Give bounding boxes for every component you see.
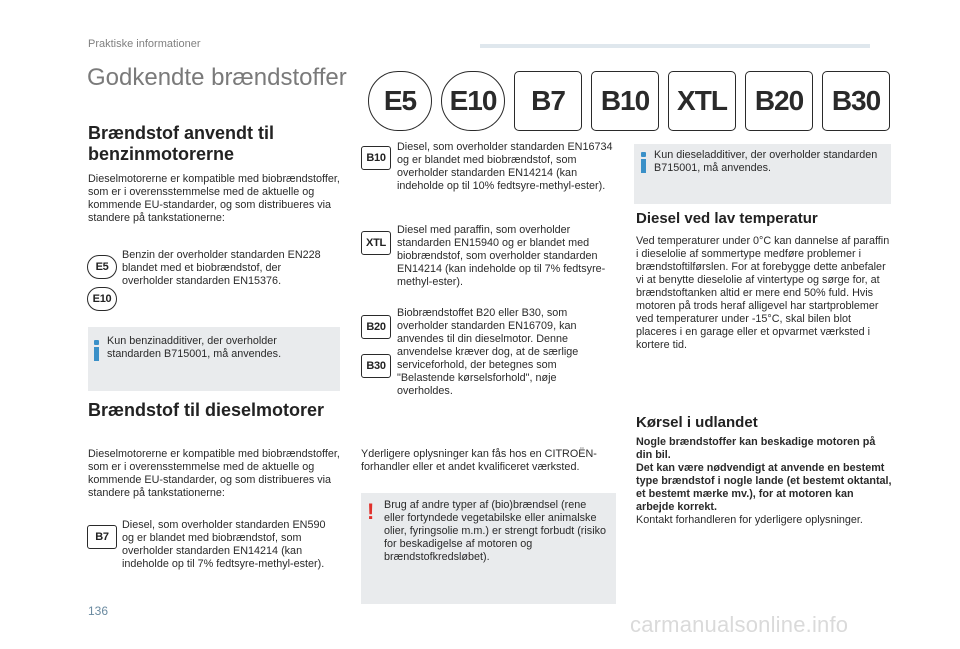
b20-b30-text: Biobrændstoffet B20 eller B30, som overholder standarden EN16709, kan anvendes til din dieselmotor. Denne anvendelse kræver dog, at de særlige serviceforhold, der betegnes som "Belastende kørselsforhold", nøje overholdes. <box>397 307 579 397</box>
b10-text: Diesel, som overholder standarden EN16734 og er blandet med biobrændstof, som overholder standarden EN14214 (kan indeholde op til 10% fedtsyre-methyl-ester). <box>397 141 613 192</box>
section-header: Praktiske informationer <box>88 38 201 50</box>
badge-b7: B7 <box>87 525 117 549</box>
fuel-badge-b30: B30 <box>822 71 890 131</box>
info-icon <box>92 340 102 362</box>
fuel-badge-b10: B10 <box>591 71 659 131</box>
fuel-badge-b20: B20 <box>745 71 813 131</box>
diesel-info-box <box>634 144 891 204</box>
diesel-info-text: Kun dieseladditiver, der overholder standarden B715001, må anvendes. <box>654 149 878 174</box>
warning-text: Brug af andre typer af (bio)brændsel (rene eller fortyndede vegetabilske eller animalske olier, fyringsolie m.m.) er strengt forbudt (risiko for beskadigelse af motoren og brændstofkredsløbet). <box>384 499 607 563</box>
badge-e5: E5 <box>87 255 117 279</box>
warning-box <box>361 493 616 604</box>
petrol-heading: Brændstof anvendt til benzinmotorerne <box>88 123 275 164</box>
diesel-heading: Brændstof til dieselmotorer <box>88 400 325 420</box>
abroad-heading: Kørsel i udlandet <box>636 414 758 431</box>
abroad-text-block <box>636 436 894 527</box>
page-number: 136 <box>88 604 109 618</box>
low-temp-text: Ved temperaturer under 0°C kan dannelse af paraffin i dieselolie af sommertype medføre problemer i brændstoftilførslen. For at forebygge dette anbefaler vi at benytte dieselolie af vintertype og sørge for, at brændstoftanken altid er mere end 50% fuld. Hvis motoren på trods heraf alligevel har startproblemer ved temperaturer under -15°C, skal bilen blot placeres i en garage eller et opvarmet værksted i kortere tid. <box>636 235 890 351</box>
petrol-badge-text: Benzin der overholder standarden EN228 blandet med et biobrændstof, der overholder standarden EN15376. <box>122 249 321 287</box>
warning-icon: ! <box>367 499 375 524</box>
low-temp-heading: Diesel ved lav temperatur <box>636 210 818 227</box>
fuel-badge-row <box>368 71 890 131</box>
xtl-text: Diesel med paraffin, som overholder standarden EN15940 og er blandet med biobrændstof, som overholder standarden EN14214 (kan indeholde op til 7% fedtsyre-methyl-ester). <box>397 224 606 288</box>
fuel-badge-b7: B7 <box>514 71 582 131</box>
more-info-text: Yderligere oplysninger kan fås hos en CITROËN-forhandler eller et andet kvalificeret værksted. <box>361 448 597 473</box>
watermark: carmanualsonline.info <box>630 612 849 637</box>
header-bar <box>480 44 870 48</box>
petrol-info-box <box>88 327 340 391</box>
fuel-badge-xtl: XTL <box>668 71 736 131</box>
badge-b20: B20 <box>361 315 391 339</box>
badge-xtl: XTL <box>361 231 391 255</box>
petrol-intro: Dieselmotorerne er kompatible med biobrændstoffer, som er i overensstemmelse med de aktuelle og kommende EU-standarder, og som distribueres via standere på tankstationerne: <box>88 173 340 224</box>
petrol-info-text: Kun benzinadditiver, der overholder standarden B715001, må anvendes. <box>107 335 282 360</box>
badge-b30: B30 <box>361 354 391 378</box>
fuel-badge-e10: E10 <box>441 71 505 131</box>
diesel-b7-text: Diesel, som overholder standarden EN590 og er blandet med biobrændstof, som overholder standarden EN14214 (kan indeholde op til 7% fedtsyre-methyl-ester). <box>122 519 326 570</box>
fuel-badge-e5: E5 <box>368 71 432 131</box>
abroad-bold-1: Nogle brændstoffer kan beskadige motoren på din bil. <box>636 436 876 461</box>
abroad-bold-2: Det kan være nødvendigt at anvende en bestemt type brændstof i nogle lande (et bestemt oktantal, et bestemt mærke mv.), for at motoren kan arbejde korrekt. <box>636 462 892 513</box>
badge-e10: E10 <box>87 287 117 311</box>
abroad-text: Kontakt forhandleren for yderligere oplysninger. <box>636 514 863 526</box>
badge-b10: B10 <box>361 146 391 170</box>
page-title: Godkendte brændstoffer <box>87 64 347 91</box>
info-icon <box>639 152 649 174</box>
diesel-intro: Dieselmotorerne er kompatible med biobrændstoffer, som er i overensstemmelse med de aktuelle og kommende EU-standarder, og som distribueres via standere på tankstationerne: <box>88 448 340 499</box>
